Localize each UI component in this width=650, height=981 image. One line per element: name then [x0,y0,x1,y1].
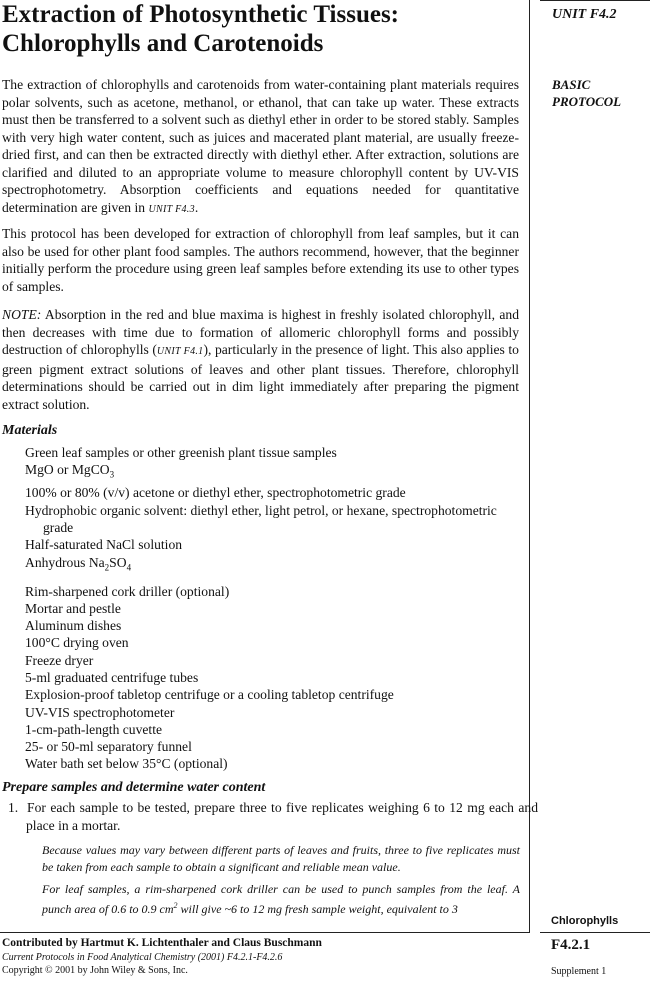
list-item: Anhydrous $Na_2SO_4$ [25,554,132,573]
list-item: 100% or 80% (v/v) acetone or diethyl ether, spectrophotometric grade [25,485,406,501]
step-1: 1. For each sample to be tested, prepare three to five replicates weighing 6 to 12 mg each and place in a mortar. [8,800,538,833]
materials-list [25,444,520,773]
step-note-1: Because values may vary between different parts of leaves and fruits, three to five replicates must be taken from each sample to obtain a significant and reliable mean value. [42,843,520,874]
list-item: Explosion-proof tabletop centrifuge or a cooling tabletop centrifuge [25,687,394,703]
protocol-label: BASIC PROTOCOL [552,77,622,109]
procedure-heading: Prepare samples and determine water content [2,780,266,795]
list-item: Freeze dryer [25,652,94,668]
sidebar-bottom-rule [540,932,650,933]
list-item: Green leaf samples or other greenish plant tissue samples [25,445,337,460]
list-item: UV-VIS spectrophotometer [25,704,175,720]
list-item: Water bath set below 35°C (optional) [25,756,228,772]
list-item: 25- or 50-ml separatory funnel [25,739,192,755]
unit-reference: UNIT F4.3 [148,203,195,215]
note-paragraph: NOTE: Absorption in the red and blue maxima is highest in freshly isolated chlorophyll, and then decreases with time due to formation of allomeric chlorophyll forms and possibly destruction of chlorophylls (UNIT F4.1), particularly in the presence of light. This also applies to green pigment extract solutions of leaves and other plant tissues. Therefore, chlorophyll determinations should be carried out in dim light immediately after preparing the pigment extract solution. [2,307,519,412]
citation: Current Protocols in Food Analytical Chemistry (2001) F4.2.1-F4.2.6 [2,952,283,963]
supplement-label: Supplement 1 [551,966,607,977]
vertical-rule [529,0,530,933]
list-item: 100°C drying oven [25,635,129,651]
list-item: Aluminum dishes [25,618,122,634]
list-item: Hydrophobic organic solvent: diethyl ether, light petrol, or hexane, spectrophotometric grade [25,502,497,535]
unit-reference: UNIT F4.1 [156,346,204,357]
list-item: 1-cm-path-length cuvette [25,721,163,737]
intro-paragraph-1: The extraction of chlorophylls and carotenoids from water-containing plant materials requires polar solvents, such as acetone, methanol, or ethanol, that can take up water. These extracts must then be transferred to a solvent such as diethyl ether in order to be stored stably. Samples with very high water content, such as juices and macerated plant material, are usually freeze-dried first, and can then be extracted directly with diethyl ether. After extraction, solutions are clarified and diluted to an appropriate volume to measure chlorophyll content by UV-VIS spectrophotometry. Absorption coefficients and equations needed for quantitative determination are given in UNIT F4.3. [2,77,519,215]
list-item: MgO or MgCO$_3$ [25,462,115,481]
page-title: Extraction of Photosynthetic Tissues: Chlorophylls and Carotenoids [2,1,399,57]
step-note-2: For leaf samples, a rim-sharpened cork driller can be used to punch samples from the leaf. A punch area of 0.6 to 0.9 $cm^2$ will give ~6 to 12 mg fresh sample weight, equivalent to 3 [42,882,520,916]
footer-rule [0,932,529,933]
contributors: Contributed by Hartmut K. Lichtenthaler and Claus Buschmann [2,937,322,949]
unit-label: UNIT F4.2 [552,7,617,22]
section-label: Chlorophylls [551,915,619,927]
copyright: Copyright © 2001 by John Wiley & Sons, Inc. [2,965,188,976]
list-item: Rim-sharpened cork driller (optional) [25,583,230,599]
list-item: Half-saturated NaCl solution [25,537,183,553]
note-label: NOTE: [2,307,42,322]
page-number: F4.2.1 [551,937,591,953]
list-item: 5-ml graduated centrifuge tubes [25,670,199,685]
sidebar-top-rule [540,0,650,1]
materials-heading: Materials [2,423,58,438]
intro-paragraph-2: This protocol has been developed for extraction of chlorophyll from leaf samples, but it can also be used for other plant food samples. The authors recommend, however, that the beginner initially perform the procedure using green leaf samples before extending its use to other types of samples. [2,226,519,294]
list-item: Mortar and pestle [25,600,121,616]
